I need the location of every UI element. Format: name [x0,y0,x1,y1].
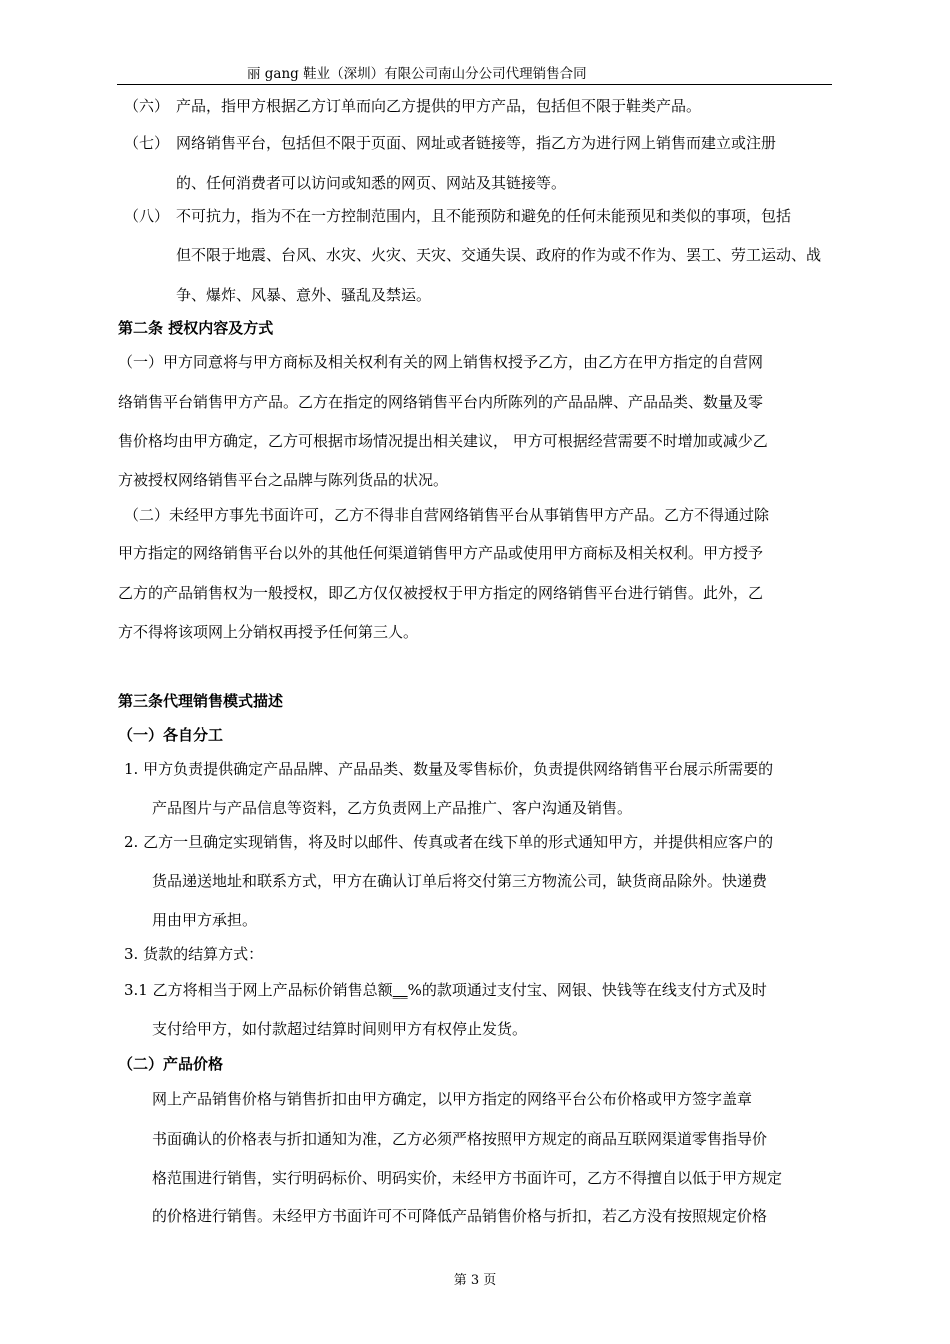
article-3-heading: 第三条代理销售模式描述 [118,692,284,710]
def-7-number: （七） [124,134,170,152]
article-2-heading: 第二条 授权内容及方式 [118,319,274,337]
item-2-line-1: 2. 乙方一旦确定实现销售，将及时以邮件、传真或者在线下单的形式通知甲方，并提供相应客户的 [124,833,774,851]
def-6-text: 产品，指甲方根据乙方订单而向乙方提供的甲方产品，包括但不限于鞋类产品。 [176,97,702,115]
item-2-line-3: 用由甲方承担。 [152,911,258,929]
page-number: 第 3 页 [453,1273,497,1288]
item-3-1-text-b: %的款项通过支付宝、网银、快钱等在线支付方式及时 [407,981,767,999]
header-title: 丽 gang 鞋业（深圳）有限公司南山分公司代理销售合同 [247,66,587,82]
article-3-section-2-heading: （二）产品价格 [118,1055,224,1073]
def-6-number: （六） [124,97,170,115]
item-3-1-line-2: 支付给甲方，如付款超过结算时间则甲方有权停止发货。 [152,1020,528,1038]
article-2-1-line-3: 售价格均由甲方确定，乙方可根据市场情况提出相关建议， 甲方可根据经营需要不时增加或减少乙 [118,432,768,450]
def-8-number: （八） [124,207,170,225]
def-8-line-1: 不可抗力，指为不在一方控制范围内，且不能预防和避免的任何未能预见和类似的事项，包括 [176,207,792,225]
item-3-1-line-1 [124,980,767,1000]
article-3-section-1-heading: （一）各自分工 [118,726,224,744]
price-line-3: 格范围进行销售，实行明码标价、明码实价，未经甲方书面许可，乙方不得擅自以低于甲方规定 [152,1169,783,1187]
percentage-blank: __ [392,981,408,999]
price-line-4: 的价格进行销售。未经甲方书面许可不可降低产品销售价格与折扣，若乙方没有按照规定价格 [152,1207,768,1225]
article-2-1-line-1: （一）甲方同意将与甲方商标及相关权利有关的网上销售权授予乙方，由乙方在甲方指定的自营网 [118,353,764,371]
def-8-line-3: 争、爆炸、风暴、意外、骚乱及禁运。 [176,286,432,304]
header-rule [117,84,832,85]
item-3: 3. 货款的结算方式： [124,945,264,963]
running-header [117,64,832,84]
price-line-1: 网上产品销售价格与销售折扣由甲方确定，以甲方指定的网络平台公布价格或甲方签字盖章 [152,1090,753,1108]
article-2-1-line-2: 络销售平台销售甲方产品。乙方在指定的网络销售平台内所陈列的产品品牌、产品品类、数量及零 [118,393,764,411]
item-1-line-1: 1. 甲方负责提供确定产品品牌、产品品类、数量及零售标价，负责提供网络销售平台展示所需要的 [124,760,774,778]
def-8-line-2: 但不限于地震、台风、水灾、火灾、天灾、交通失误、政府的作为或不作为、罢工、劳工运动、战 [176,246,822,264]
item-2-line-2: 货品递送地址和联系方式，甲方在确认订单后将交付第三方物流公司，缺货商品除外。快递费 [152,872,768,890]
article-2-2-line-2: 甲方指定的网络销售平台以外的其他任何渠道销售甲方产品或使用甲方商标及相关权利。甲方授予 [118,544,764,562]
article-2-2-line-1: （二）未经甲方事先书面许可，乙方不得非自营网络销售平台从事销售甲方产品。乙方不得通过除 [124,506,770,524]
article-2-2-line-3: 乙方的产品销售权为一般授权，即乙方仅仅被授权于甲方指定的网络销售平台进行销售。此外，乙 [118,584,764,602]
def-7-line-1: 网络销售平台，包括但不限于页面、网址或者链接等，指乙方为进行网上销售而建立或注册 [176,134,777,152]
item-1-line-2: 产品图片与产品信息等资料，乙方负责网上产品推广、客户沟通及销售。 [152,799,633,817]
item-3-1-text-a: 3.1 乙方将相当于网上产品标价销售总额 [124,981,393,999]
article-2-2-line-4: 方不得将该项网上分销权再授予任何第三人。 [118,623,419,641]
article-2-1-line-4: 方被授权网络销售平台之品牌与陈列货品的状况。 [118,471,449,489]
price-line-2: 书面确认的价格表与折扣通知为准，乙方必须严格按照甲方规定的商品互联网渠道零售指导价 [152,1130,768,1148]
def-7-line-2: 的、任何消费者可以访问或知悉的网页、网站及其链接等。 [176,174,567,192]
